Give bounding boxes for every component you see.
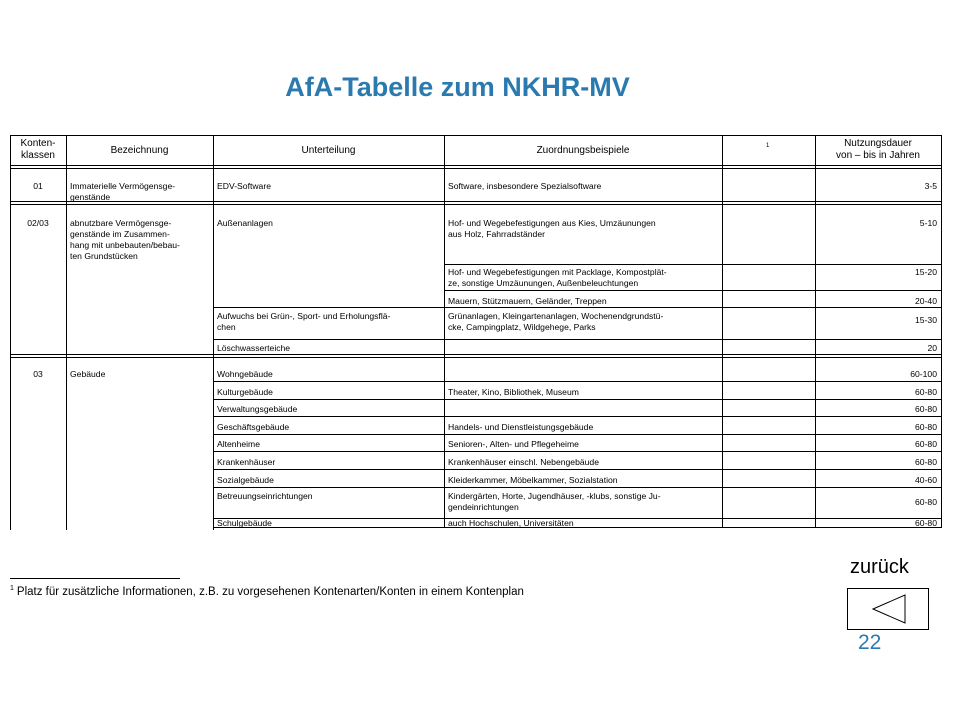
row-line — [213, 307, 942, 308]
row-loeschwasser-dauer: 20 — [927, 343, 937, 353]
row-aufwuchs-dauer: 15-30 — [915, 315, 937, 325]
row-aussenanlagen-dauer-2: 15-20 — [915, 267, 937, 277]
row-schulgebaeude-dauer: 60-80 — [915, 518, 937, 528]
border-left — [10, 135, 11, 530]
row-altenheime: Altenheime — [217, 439, 260, 449]
row-line — [444, 290, 942, 291]
back-button[interactable] — [847, 588, 929, 630]
header-konten-klassen: Konten- klassen — [20, 138, 56, 161]
row-krankenhaeuser: Krankenhäuser — [217, 457, 276, 467]
row-aussenanlagen-unterteilung: Außenanlagen — [217, 218, 273, 228]
row-line — [213, 416, 942, 417]
row-line — [213, 339, 942, 340]
header-zuordnungsbeispiele: Zuordnungsbeispiele — [536, 145, 630, 156]
row-betreuungseinrichtungen-dauer: 60-80 — [915, 497, 937, 507]
row-03-klasse: 03 — [33, 369, 43, 379]
footnote — [10, 586, 524, 598]
col-divider — [213, 135, 214, 530]
triangle-left-icon — [848, 589, 928, 629]
row-line — [213, 469, 942, 470]
row-line — [10, 357, 942, 358]
row-kulturgebaeude-dauer: 60-80 — [915, 387, 937, 397]
row-line — [10, 135, 942, 136]
row-wohngebaeude-dauer: 60-100 — [910, 369, 937, 379]
row-line — [10, 204, 942, 205]
row-krankenhaeuser-beispiel: Krankenhäuser einschl. Nebengebäude — [448, 457, 599, 467]
header-unterteilung: Unterteilung — [301, 145, 356, 156]
row-altenheime-beispiel: Senioren-, Alten- und Pflegeheime — [448, 439, 579, 449]
row-krankenhaeuser-dauer: 60-80 — [915, 457, 937, 467]
row-schulgebaeude: Schulgebäude — [217, 518, 272, 528]
row-aussenanlagen-dauer-1: 5-10 — [919, 218, 937, 228]
row-geschaeftsgebaeude-beispiel: Handels- und Dienstleistungsgebäude — [448, 422, 594, 432]
row-aufwuchs-unterteilung: Aufwuchs bei Grün-, Sport- und Erholungsflä- chen — [217, 311, 391, 332]
row-01-bezeichnung: Immaterielle Vermögensge- genstände — [70, 181, 176, 202]
row-schulgebaeude-beispiel: auch Hochschulen, Universitäten — [448, 518, 574, 528]
row-loeschwasser-unterteilung: Löschwasserteiche — [217, 343, 291, 353]
footnote-text: Platz für zusätzliche Informationen, z.B. zu vorgesehenen Kontenarten/Konten in einem Kontenplan — [16, 586, 524, 598]
row-aussenanlagen-beispiel-1: Hof- und Wegebefestigungen aus Kies, Umzäunungen aus Holz, Fahrradständer — [448, 218, 656, 239]
row-betreuungseinrichtungen: Betreuungseinrichtungen — [217, 491, 313, 501]
page-title: AfA-Tabelle zum NKHR-MV — [285, 72, 630, 102]
back-link-label[interactable]: zurück — [850, 556, 909, 578]
row-aussenanlagen-dauer-3: 20-40 — [915, 296, 937, 306]
row-01-unterteilung: EDV-Software — [217, 181, 271, 191]
header-nutzungsdauer: Nutzungsdauer von – bis in Jahren — [836, 138, 920, 161]
row-geschaeftsgebaeude-dauer: 60-80 — [915, 422, 937, 432]
row-aussenanlagen-beispiel-3: Mauern, Stützmauern, Geländer, Treppen — [448, 296, 607, 306]
row-line — [10, 168, 942, 169]
row-line — [213, 434, 942, 435]
row-line — [10, 354, 942, 355]
row-sozialgebaeude: Sozialgebäude — [217, 475, 274, 485]
row-sozialgebaeude-beispiel: Kleiderkammer, Möbelkammer, Sozialstation — [448, 475, 618, 485]
row-line — [213, 399, 942, 400]
row-line — [213, 451, 942, 452]
row-altenheime-dauer: 60-80 — [915, 439, 937, 449]
row-line — [444, 264, 942, 265]
row-line — [213, 487, 942, 488]
afa-table — [10, 135, 942, 530]
footnote-mark: 1 — [10, 585, 14, 592]
row-kulturgebaeude-beispiel: Theater, Kino, Bibliothek, Museum — [448, 387, 579, 397]
header-bezeichnung: Bezeichnung — [110, 145, 169, 156]
row-aufwuchs-beispiel: Grünanlagen, Kleingartenanlagen, Wochenendgrundstü- cke, Campingplatz, Wildgehege, Parks — [448, 311, 664, 332]
page-number: 22 — [858, 631, 882, 654]
row-sozialgebaeude-dauer: 40-60 — [915, 475, 937, 485]
row-verwaltungsgebaeude: Verwaltungsgebäude — [217, 404, 298, 414]
row-wohngebaeude: Wohngebäude — [217, 369, 273, 379]
row-aussenanlagen-beispiel-2: Hof- und Wegebefestigungen mit Packlage, Kompostplät- ze, sonstige Umzäunungen, Außenbeleuchtungen — [448, 267, 667, 288]
row-0203-bezeichnung: abnutzbare Vermögensge- genstände im Zusammen- hang mit unbebauten/bebau- ten Grundstücken — [70, 218, 180, 261]
footnote-separator — [10, 578, 180, 579]
row-verwaltungsgebaeude-dauer: 60-80 — [915, 404, 937, 414]
row-betreuungseinrichtungen-beispiel: Kindergärten, Horte, Jugendhäuser, -klubs, sonstige Ju- gendeinrichtungen — [448, 491, 661, 512]
header-footnote-mark: 1 — [766, 143, 770, 149]
row-01-beispiel: Software, insbesondere Spezialsoftware — [448, 181, 602, 191]
row-03-bezeichnung: Gebäude — [70, 369, 106, 379]
row-line — [10, 165, 942, 166]
col-divider — [66, 135, 67, 530]
row-01-dauer: 3-5 — [924, 181, 937, 191]
row-line — [213, 381, 942, 382]
row-geschaeftsgebaeude: Geschäftsgebäude — [217, 422, 290, 432]
row-kulturgebaeude: Kulturgebäude — [217, 387, 273, 397]
row-0203-klasse: 02/03 — [27, 218, 49, 228]
row-01-klasse: 01 — [33, 181, 43, 191]
